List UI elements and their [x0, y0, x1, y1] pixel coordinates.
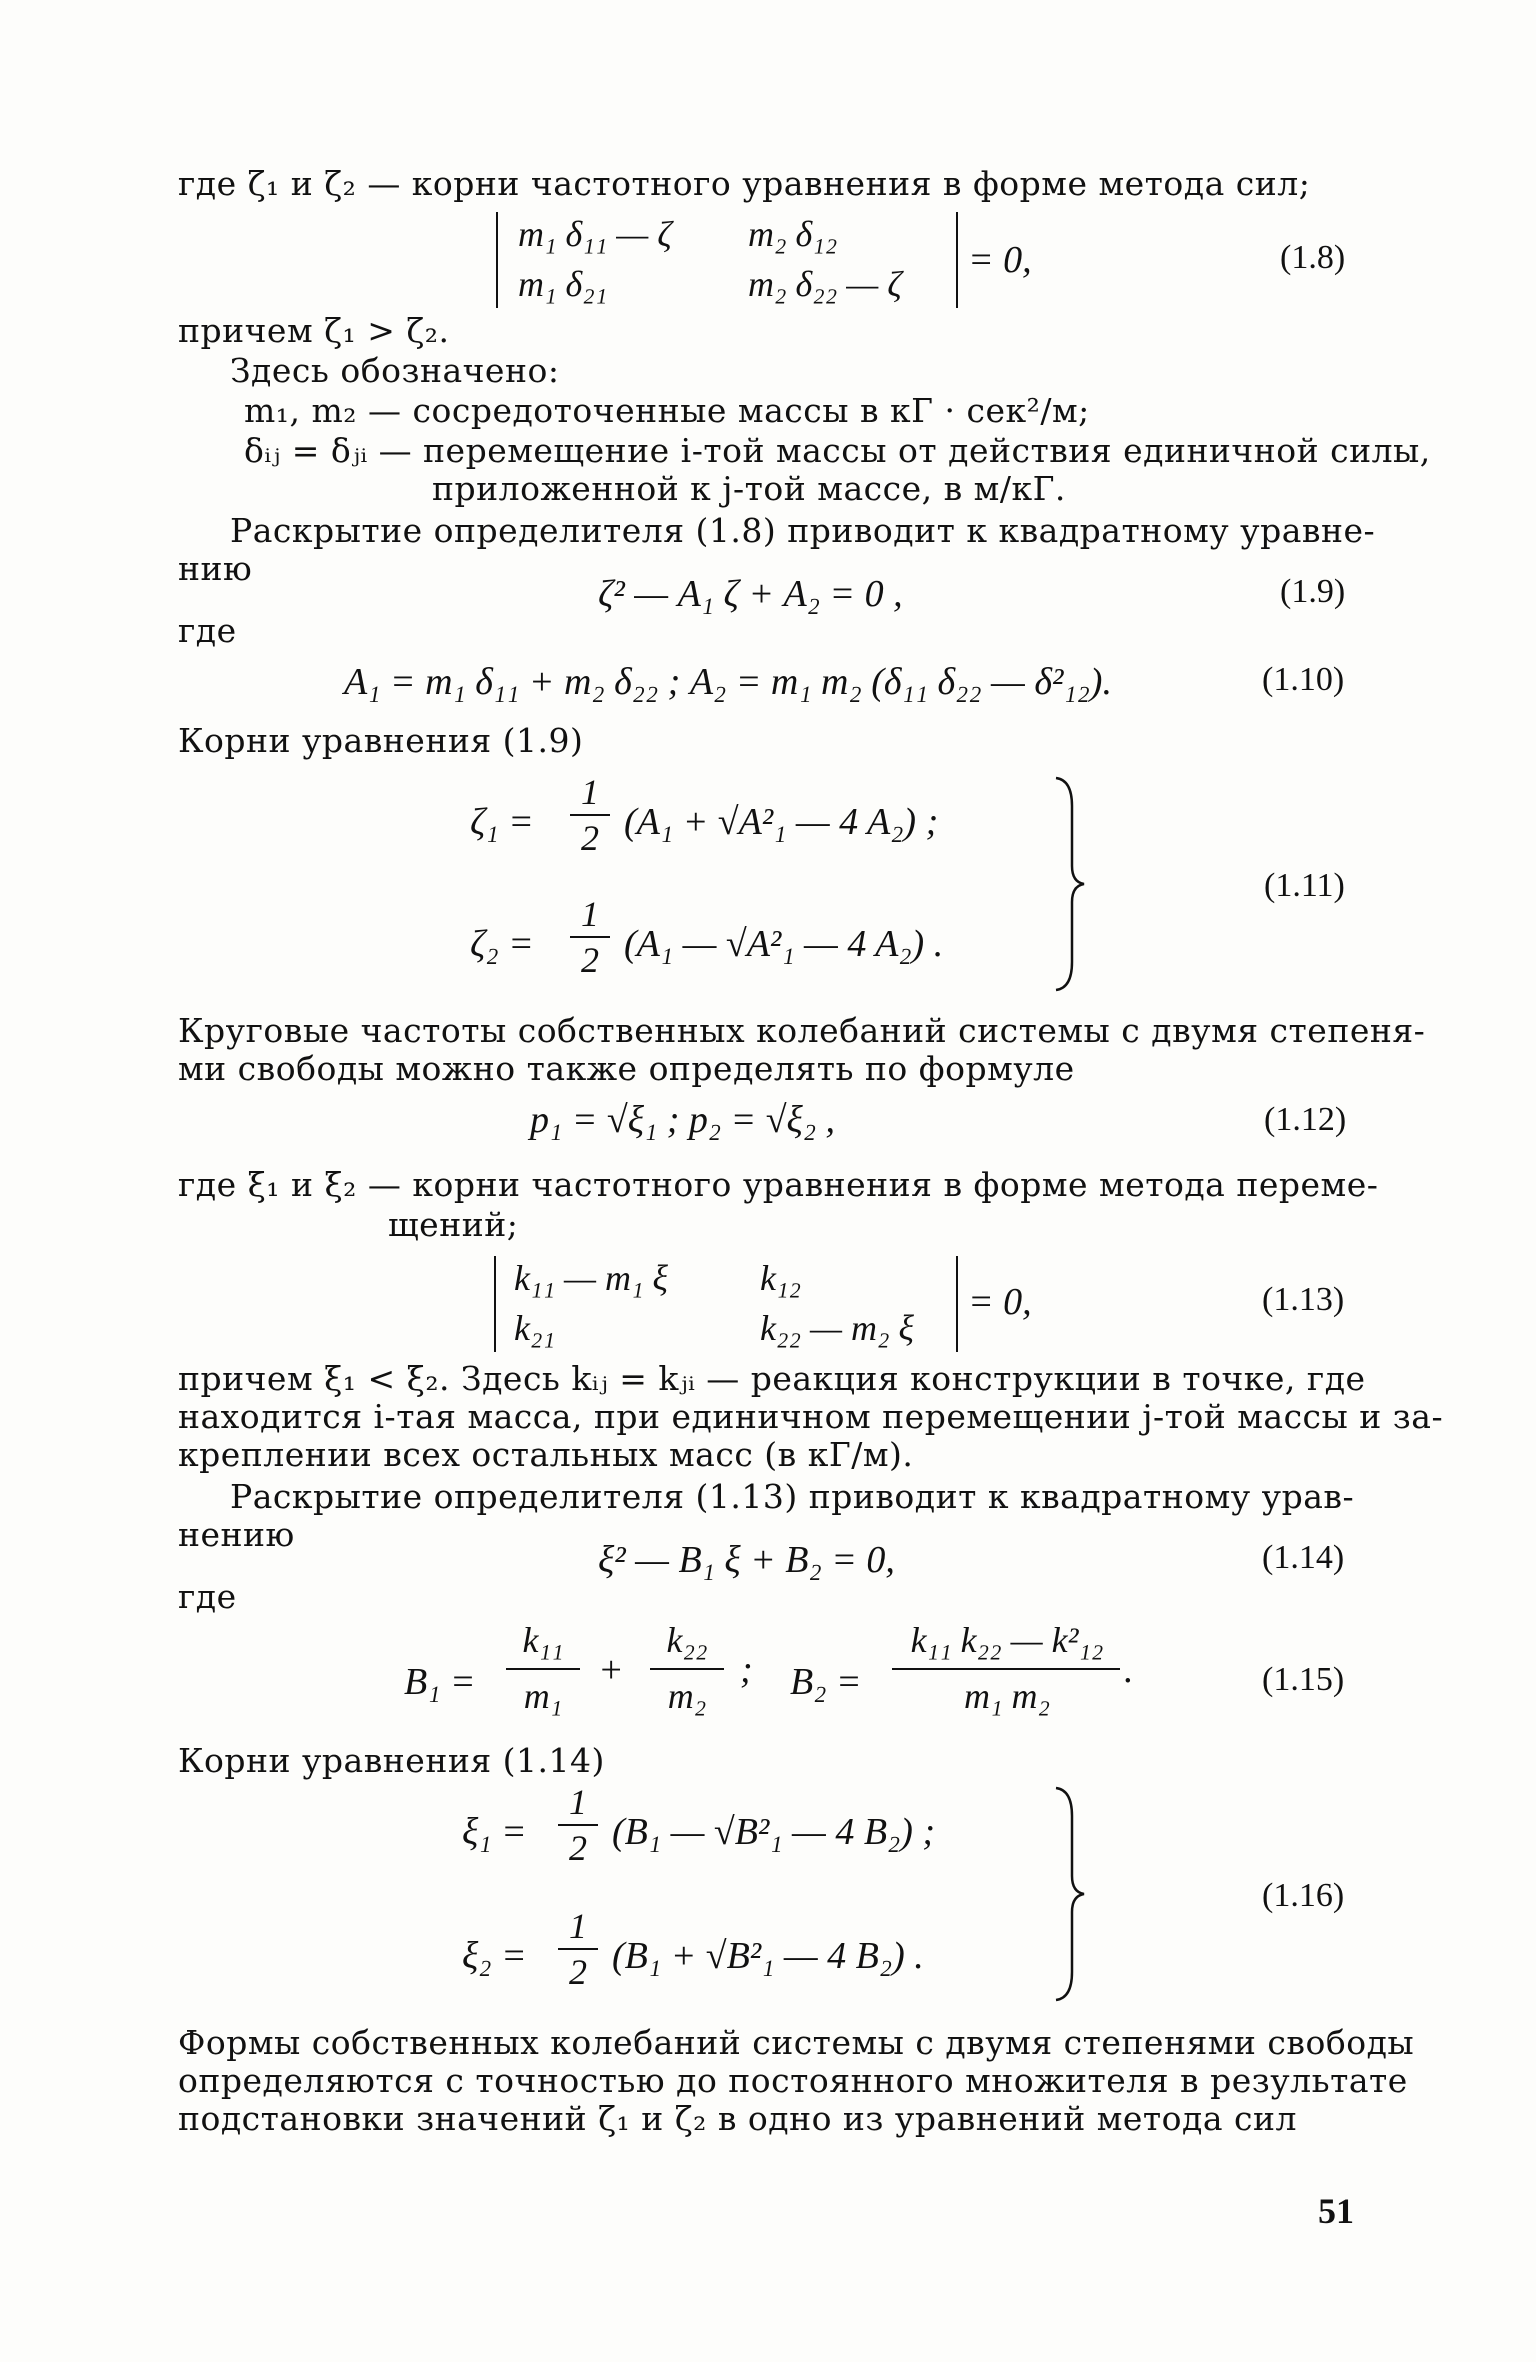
equation-number: (1.10) [1262, 661, 1345, 698]
equation-1-9: ζ² — A₁ ζ + A₂ = 0 , [598, 573, 903, 615]
text-line: подстановки значений ζ₁ и ζ₂ в одно из уравнений метода сил [178, 2099, 1297, 2138]
eq-rhs: (A₁ + √A²₁ — 4 A₂) ; [624, 801, 939, 843]
text-line: где [178, 611, 237, 650]
text-line: находится i-тая масса, при единичном перемещении j-той массы и за- [178, 1397, 1444, 1436]
right-brace [1050, 776, 1090, 992]
fraction-bar [506, 1668, 580, 1670]
text-line: определяются с точностью до постоянного множителя в результате [178, 2061, 1408, 2100]
equation-1-10: A₁ = m₁ δ₁₁ + m₂ δ₂₂ ; A₂ = m₁ m₂ (δ₁₁ δ₂₂ — δ²₁₂). [344, 661, 1112, 703]
equation-number: (1.16) [1262, 1877, 1345, 1914]
text-line: где ξ₁ и ξ₂ — корни частотного уравнения в форме метода переме- [178, 1165, 1379, 1204]
eq-lhs: ξ₁ = [462, 1811, 527, 1853]
text-line: m₁, m₂ — сосредоточенные массы в кГ · сек²/м; [244, 391, 1090, 430]
text-line: креплении всех остальных масс (в кГ/м). [178, 1435, 914, 1474]
semicolon: ; [740, 1649, 753, 1691]
text-line: Раскрытие определителя (1.8) приводит к квадратному уравне- [230, 511, 1376, 550]
text-line: Формы собственных колебаний системы с двумя степенями свободы [178, 2023, 1415, 2062]
text-line: ми свободы можно также определять по формуле [178, 1049, 1075, 1088]
det-cell: k₂₂ — m₂ ξ [760, 1308, 914, 1348]
text-line: Круговые частоты собственных колебаний системы с двумя степеня- [178, 1011, 1426, 1050]
period: . [1124, 1649, 1134, 1691]
eq-lhs: B₂ = [790, 1661, 862, 1703]
det-cell: m₂ δ₁₂ [748, 214, 838, 254]
det-cell: k₁₂ [760, 1258, 802, 1298]
text-line: где ζ₁ и ζ₂ — корни частотного уравнения в форме метода сил; [178, 164, 1311, 203]
frac-num: k₂₂ [666, 1620, 708, 1660]
frac-num: 1 [581, 894, 599, 934]
fraction-bar [570, 814, 610, 816]
plus-sign: + [598, 1649, 624, 1691]
eq-lhs: ζ₂ = [470, 923, 534, 965]
text-line: Раскрытие определителя (1.13) приводит к квадратному урав- [230, 1477, 1355, 1516]
fraction-bar [570, 936, 610, 938]
fraction-bar [558, 1948, 598, 1950]
frac-den: m₂ [667, 1676, 707, 1716]
eq-lhs: B₁ = [404, 1661, 476, 1703]
equation-rhs: = 0, [968, 239, 1032, 281]
equation-number: (1.15) [1262, 1661, 1345, 1698]
frac-num: 1 [569, 1782, 587, 1822]
eq-rhs: (B₁ — √B²₁ — 4 B₂) ; [612, 1811, 936, 1853]
equation-number: (1.9) [1280, 573, 1346, 610]
fraction-bar [650, 1668, 724, 1670]
text-line: причем ζ₁ > ζ₂. [178, 311, 450, 350]
text-line: щений; [388, 1205, 519, 1244]
det-cell: m₂ δ₂₂ — ζ [748, 264, 902, 304]
det-cell: m₁ δ₂₁ [518, 264, 608, 304]
det-cell: k₁₁ — m₁ ξ [514, 1258, 668, 1298]
eq-lhs: ζ₁ = [470, 801, 534, 843]
equation-number: (1.8) [1280, 239, 1346, 276]
eq-lhs: ξ₂ = [462, 1935, 527, 1977]
right-brace [1050, 1786, 1090, 2002]
eq-rhs: (A₁ — √A²₁ — 4 A₂) . [624, 923, 944, 965]
equation-1-12: p₁ = √ξ₁ ; p₂ = √ξ₂ , [530, 1099, 836, 1141]
text-line: приложенной к j-той массе, в м/кГ. [432, 469, 1066, 508]
text-line: Здесь обозначено: [230, 351, 560, 390]
equation-rhs: = 0, [968, 1281, 1032, 1323]
frac-num: 1 [569, 1906, 587, 1946]
det-cell: m₁ δ₁₁ — ζ [518, 214, 672, 254]
text-line: δᵢⱼ = δⱼᵢ — перемещение i-той массы от действия единичной силы, [244, 431, 1431, 470]
frac-den: 2 [581, 940, 599, 980]
frac-num: k₁₁ k₂₂ — k²₁₂ [910, 1620, 1104, 1660]
text-line: Корни уравнения (1.9) [178, 721, 584, 760]
text-line: причем ξ₁ < ξ₂. Здесь kᵢⱼ = kⱼᵢ — реакция конструкции в точке, где [178, 1359, 1366, 1398]
det-cell: k₂₁ [514, 1308, 556, 1348]
equation-1-14: ξ² — B₁ ξ + B₂ = 0, [598, 1539, 895, 1581]
frac-den: 2 [569, 1828, 587, 1868]
equation-number: (1.14) [1262, 1539, 1345, 1576]
equation-number: (1.11) [1264, 867, 1345, 904]
eq-rhs: (B₁ + √B²₁ — 4 B₂) . [612, 1935, 924, 1977]
frac-den: 2 [569, 1952, 587, 1992]
determinant-1-13 [494, 1256, 958, 1352]
fraction-bar [558, 1824, 598, 1826]
frac-num: k₁₁ [522, 1620, 564, 1660]
frac-num: 1 [581, 772, 599, 812]
equation-number: (1.12) [1264, 1101, 1347, 1138]
text-line: где [178, 1577, 237, 1616]
page-number: 51 [1318, 2191, 1354, 2231]
text-line: нию [178, 549, 253, 588]
frac-den: m₁ m₂ [963, 1676, 1051, 1716]
text-line: нению [178, 1515, 295, 1554]
determinant-1-8 [496, 212, 958, 308]
fraction-bar [892, 1668, 1120, 1670]
frac-den: m₁ [523, 1676, 563, 1716]
frac-den: 2 [581, 818, 599, 858]
equation-number: (1.13) [1262, 1281, 1345, 1318]
text-line: Корни уравнения (1.14) [178, 1741, 605, 1780]
